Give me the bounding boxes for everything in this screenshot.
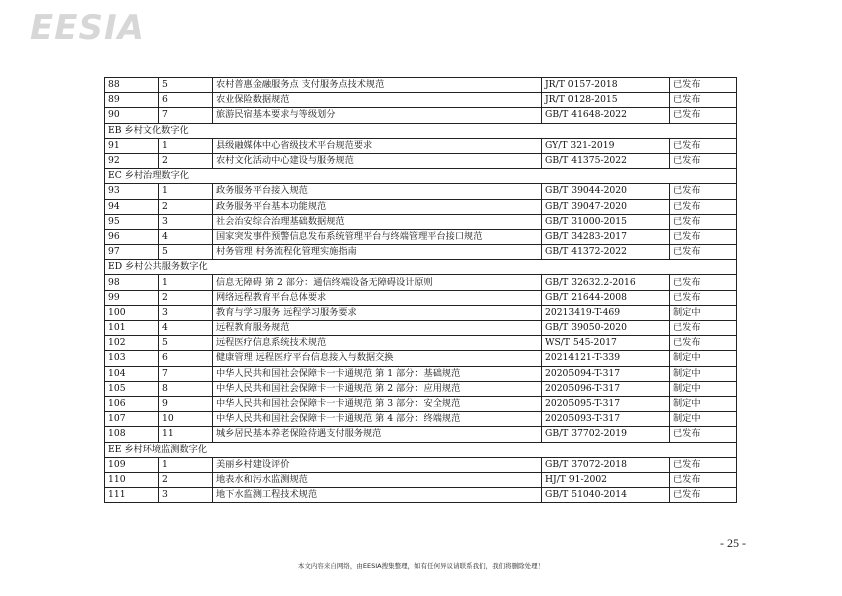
row-number: 111 xyxy=(105,488,159,503)
status-cell: 已发布 xyxy=(670,199,737,214)
row-number: 104 xyxy=(105,366,159,381)
row-number: 105 xyxy=(105,381,159,396)
standard-name: 政务服务平台接入规范 xyxy=(213,184,542,199)
row-number: 109 xyxy=(105,457,159,472)
sub-number: 6 xyxy=(159,93,213,108)
table-row xyxy=(105,457,737,472)
table-row xyxy=(105,184,737,199)
standard-name: 网络远程教育平台总体要求 xyxy=(213,290,542,305)
status-cell: 已发布 xyxy=(670,336,737,351)
row-number: 98 xyxy=(105,275,159,290)
sub-number: 8 xyxy=(159,381,213,396)
standards-table xyxy=(104,77,737,503)
standard-code: GB/T 41648-2022 xyxy=(542,108,670,123)
sub-number: 5 xyxy=(159,245,213,260)
section-label: EE 乡村环境监测数字化 xyxy=(105,442,737,457)
table-row xyxy=(105,153,737,168)
section-label: ED 乡村公共服务数字化 xyxy=(105,260,737,275)
row-number: 106 xyxy=(105,396,159,411)
sub-number: 2 xyxy=(159,153,213,168)
sub-number: 4 xyxy=(159,321,213,336)
row-number: 93 xyxy=(105,184,159,199)
section-label: EC 乡村治理数字化 xyxy=(105,169,737,184)
table-row xyxy=(105,366,737,381)
status-cell: 制定中 xyxy=(670,396,737,411)
standard-code: GB/T 31000-2015 xyxy=(542,214,670,229)
standard-name: 健康管理 远程医疗平台信息接入与数据交换 xyxy=(213,351,542,366)
row-number: 91 xyxy=(105,138,159,153)
sub-number: 6 xyxy=(159,351,213,366)
standard-code: GB/T 21644-2008 xyxy=(542,290,670,305)
sub-number: 1 xyxy=(159,457,213,472)
row-number: 88 xyxy=(105,78,159,93)
status-cell: 制定中 xyxy=(670,366,737,381)
table-row xyxy=(105,108,737,123)
status-cell: 已发布 xyxy=(670,93,737,108)
sub-number: 1 xyxy=(159,138,213,153)
standard-code: GB/T 39047-2020 xyxy=(542,199,670,214)
standard-code: 20205093-T-317 xyxy=(542,412,670,427)
status-cell: 已发布 xyxy=(670,488,737,503)
sub-number: 3 xyxy=(159,214,213,229)
standard-name: 中华人民共和国社会保障卡一卡通规范 第 1 部分：基础规范 xyxy=(213,366,542,381)
table-row xyxy=(105,321,737,336)
row-number: 89 xyxy=(105,93,159,108)
row-number: 102 xyxy=(105,336,159,351)
section-row xyxy=(105,169,737,184)
section-row xyxy=(105,123,737,138)
row-number: 110 xyxy=(105,472,159,487)
standard-code: GB/T 32632.2-2016 xyxy=(542,275,670,290)
row-number: 96 xyxy=(105,229,159,244)
standard-code: 20213419-T-469 xyxy=(542,305,670,320)
standard-name: 远程教育服务规范 xyxy=(213,321,542,336)
status-cell: 已发布 xyxy=(670,138,737,153)
status-cell: 已发布 xyxy=(670,427,737,442)
standard-name: 社会治安综合治理基础数据规范 xyxy=(213,214,542,229)
standard-name: 美丽乡村建设评价 xyxy=(213,457,542,472)
standard-name: 中华人民共和国社会保障卡一卡通规范 第 3 部分：安全规范 xyxy=(213,396,542,411)
table-row xyxy=(105,229,737,244)
table-row xyxy=(105,305,737,320)
sub-number: 2 xyxy=(159,472,213,487)
status-cell: 已发布 xyxy=(670,108,737,123)
standard-code: HJ/T 91-2002 xyxy=(542,472,670,487)
sub-number: 7 xyxy=(159,366,213,381)
standard-code: GB/T 37702-2019 xyxy=(542,427,670,442)
row-number: 108 xyxy=(105,427,159,442)
standard-code: GB/T 34283-2017 xyxy=(542,229,670,244)
table-row xyxy=(105,275,737,290)
row-number: 92 xyxy=(105,153,159,168)
table-row xyxy=(105,245,737,260)
footer-disclaimer: 本文内容来自网络，由EESIA搜集整理，如有任何异议请联系我们，我们将删除处理！ xyxy=(297,562,545,570)
row-number: 107 xyxy=(105,412,159,427)
sub-number: 11 xyxy=(159,427,213,442)
status-cell: 已发布 xyxy=(670,290,737,305)
status-cell: 已发布 xyxy=(670,153,737,168)
standard-name: 中华人民共和国社会保障卡一卡通规范 第 4 部分：终端规范 xyxy=(213,412,542,427)
status-cell: 制定中 xyxy=(670,305,737,320)
status-cell: 已发布 xyxy=(670,321,737,336)
sub-number: 9 xyxy=(159,396,213,411)
status-cell: 制定中 xyxy=(670,351,737,366)
row-number: 103 xyxy=(105,351,159,366)
table-row xyxy=(105,381,737,396)
standard-name: 城乡居民基本养老保险待遇支付服务规范 xyxy=(213,427,542,442)
row-number: 95 xyxy=(105,214,159,229)
standard-name: 中华人民共和国社会保障卡一卡通规范 第 2 部分：应用规范 xyxy=(213,381,542,396)
row-number: 97 xyxy=(105,245,159,260)
sub-number: 3 xyxy=(159,488,213,503)
standard-name: 旅游民宿基本要求与等级划分 xyxy=(213,108,542,123)
sub-number: 4 xyxy=(159,229,213,244)
row-number: 101 xyxy=(105,321,159,336)
standard-code: JR/T 0157-2018 xyxy=(542,78,670,93)
section-row xyxy=(105,260,737,275)
standard-code: WS/T 545-2017 xyxy=(542,336,670,351)
status-cell: 已发布 xyxy=(670,229,737,244)
table-row xyxy=(105,199,737,214)
standard-code: JR/T 0128-2015 xyxy=(542,93,670,108)
status-cell: 制定中 xyxy=(670,412,737,427)
standard-name: 农业保险数据规范 xyxy=(213,93,542,108)
status-cell: 已发布 xyxy=(670,214,737,229)
standard-name: 教育与学习服务 远程学习服务要求 xyxy=(213,305,542,320)
row-number: 99 xyxy=(105,290,159,305)
table-row xyxy=(105,93,737,108)
standard-code: GB/T 41372-2022 xyxy=(542,245,670,260)
standard-code: GB/T 39050-2020 xyxy=(542,321,670,336)
standard-code: GB/T 51040-2014 xyxy=(542,488,670,503)
status-cell: 已发布 xyxy=(670,184,737,199)
table-row xyxy=(105,412,737,427)
standard-code: GY/T 321-2019 xyxy=(542,138,670,153)
eesia-logo: EESIA xyxy=(30,8,145,48)
sub-number: 2 xyxy=(159,199,213,214)
table-row xyxy=(105,472,737,487)
sub-number: 2 xyxy=(159,290,213,305)
status-cell: 已发布 xyxy=(670,472,737,487)
status-cell: 已发布 xyxy=(670,78,737,93)
section-label: EB 乡村文化数字化 xyxy=(105,123,737,138)
standard-code: 20214121-T-339 xyxy=(542,351,670,366)
standard-name: 远程医疗信息系统技术规范 xyxy=(213,336,542,351)
table-row xyxy=(105,214,737,229)
status-cell: 已发布 xyxy=(670,245,737,260)
table-row xyxy=(105,78,737,93)
standard-name: 村务管理 村务流程化管理实施指南 xyxy=(213,245,542,260)
sub-number: 1 xyxy=(159,184,213,199)
sub-number: 5 xyxy=(159,336,213,351)
row-number: 100 xyxy=(105,305,159,320)
standard-code: 20205094-T-317 xyxy=(542,366,670,381)
sub-number: 1 xyxy=(159,275,213,290)
status-cell: 已发布 xyxy=(670,457,737,472)
standard-name: 农村普惠金融服务点 支付服务点技术规范 xyxy=(213,78,542,93)
standard-code: GB/T 41375-2022 xyxy=(542,153,670,168)
row-number: 94 xyxy=(105,199,159,214)
status-cell: 制定中 xyxy=(670,381,737,396)
standard-name: 县级融媒体中心省级技术平台规范要求 xyxy=(213,138,542,153)
standard-name: 地下水监测工程技术规范 xyxy=(213,488,542,503)
standard-code: GB/T 39044-2020 xyxy=(542,184,670,199)
sub-number: 3 xyxy=(159,305,213,320)
table-row xyxy=(105,290,737,305)
section-row xyxy=(105,442,737,457)
standard-code: 20205095-T-317 xyxy=(542,396,670,411)
standard-name: 政务服务平台基本功能规范 xyxy=(213,199,542,214)
standard-name: 信息无障碍 第 2 部分：通信终端设备无障碍设计原则 xyxy=(213,275,542,290)
row-number: 90 xyxy=(105,108,159,123)
table-row xyxy=(105,427,737,442)
table-row xyxy=(105,138,737,153)
table-row xyxy=(105,396,737,411)
standard-name: 国家突发事件预警信息发布系统管理平台与终端管理平台接口规范 xyxy=(213,229,542,244)
table-row xyxy=(105,336,737,351)
status-cell: 已发布 xyxy=(670,275,737,290)
sub-number: 7 xyxy=(159,108,213,123)
page-number: - 25 - xyxy=(720,536,746,550)
standard-code: 20205096-T-317 xyxy=(542,381,670,396)
sub-number: 10 xyxy=(159,412,213,427)
standard-code: GB/T 37072-2018 xyxy=(542,457,670,472)
sub-number: 5 xyxy=(159,78,213,93)
standard-name: 地表水和污水监测规范 xyxy=(213,472,542,487)
table-row xyxy=(105,488,737,503)
table-row xyxy=(105,351,737,366)
standard-name: 农村文化活动中心建设与服务规范 xyxy=(213,153,542,168)
